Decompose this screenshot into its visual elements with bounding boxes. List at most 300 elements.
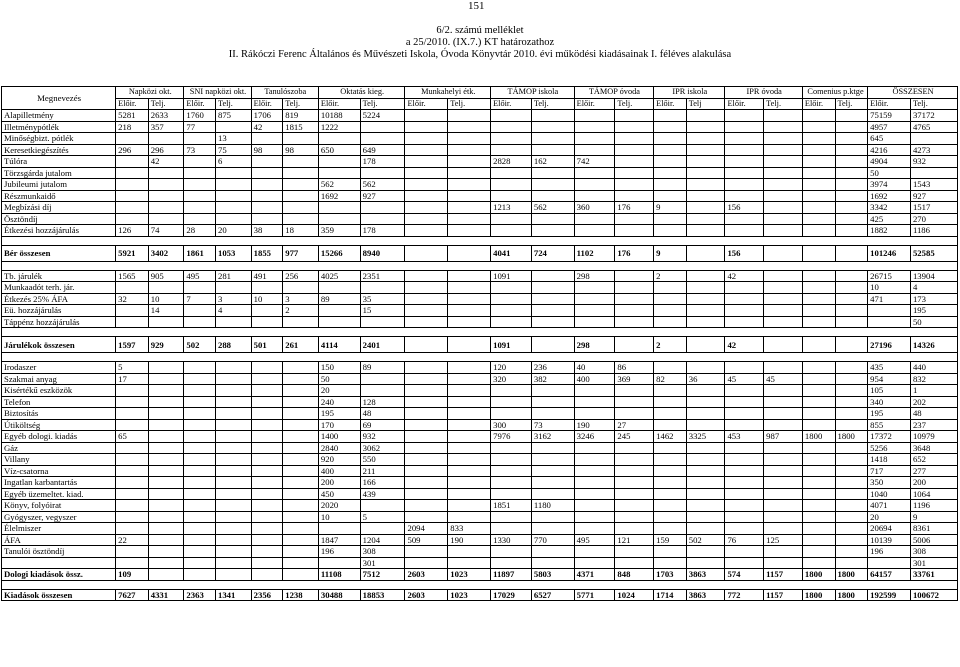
value-cell: 350 <box>868 477 911 489</box>
row-label: Ösztöndíj <box>2 213 116 225</box>
value-cell <box>835 225 868 237</box>
value-cell: 300 <box>491 419 532 431</box>
row-label: Gáz <box>2 442 116 454</box>
value-cell: 2356 <box>251 589 283 601</box>
value-cell <box>764 245 803 261</box>
value-cell <box>184 133 216 145</box>
value-cell <box>405 282 448 294</box>
value-cell <box>251 569 283 581</box>
group-header: ÖSSZESEN <box>868 87 958 99</box>
value-cell <box>654 133 687 145</box>
value-cell <box>448 488 491 500</box>
value-cell <box>405 500 448 512</box>
value-cell <box>802 270 835 282</box>
value-cell <box>491 408 532 420</box>
value-cell: 76 <box>725 534 764 546</box>
value-cell: 13904 <box>910 270 957 282</box>
value-cell <box>148 546 184 558</box>
value-cell: 27 <box>615 419 654 431</box>
value-cell: 4 <box>910 282 957 294</box>
value-cell <box>491 121 532 133</box>
value-cell <box>215 362 251 374</box>
value-cell <box>835 500 868 512</box>
value-cell: 1196 <box>910 500 957 512</box>
value-cell <box>725 133 764 145</box>
value-cell <box>764 282 803 294</box>
value-cell <box>251 419 283 431</box>
value-cell <box>116 511 149 523</box>
value-cell: 4371 <box>574 569 615 581</box>
value-cell <box>531 477 574 489</box>
value-cell <box>215 190 251 202</box>
value-cell <box>318 316 360 328</box>
value-cell: 742 <box>574 156 615 168</box>
value-cell <box>448 167 491 179</box>
group-header: TÁMOP iskola <box>491 87 575 99</box>
value-cell: 649 <box>360 144 405 156</box>
value-cell <box>184 362 216 374</box>
value-cell: 382 <box>531 373 574 385</box>
value-cell <box>764 419 803 431</box>
value-cell <box>574 408 615 420</box>
value-cell <box>405 396 448 408</box>
value-cell: 2828 <box>491 156 532 168</box>
value-cell <box>802 557 835 569</box>
spacer-cell <box>2 328 958 337</box>
value-cell <box>116 385 149 397</box>
value-cell <box>448 179 491 191</box>
value-cell <box>802 144 835 156</box>
value-cell <box>835 293 868 305</box>
value-cell: 2 <box>654 337 687 353</box>
value-cell <box>405 245 448 261</box>
value-cell <box>148 569 184 581</box>
value-cell: 288 <box>215 337 251 353</box>
value-cell <box>148 511 184 523</box>
value-cell: 38 <box>251 225 283 237</box>
value-cell <box>283 557 319 569</box>
value-cell <box>215 465 251 477</box>
value-cell: 562 <box>318 179 360 191</box>
table-row <box>2 190 958 202</box>
value-cell: 218 <box>116 121 149 133</box>
row-label: Megbízási díj <box>2 202 116 214</box>
value-cell <box>405 213 448 225</box>
value-cell <box>283 362 319 374</box>
value-cell: 471 <box>868 293 911 305</box>
value-cell: 4957 <box>868 121 911 133</box>
value-cell: 920 <box>318 454 360 466</box>
value-cell <box>318 557 360 569</box>
value-cell <box>405 190 448 202</box>
value-cell: 195 <box>868 408 911 420</box>
value-cell <box>574 523 615 535</box>
value-cell: 42 <box>251 121 283 133</box>
value-cell <box>686 511 725 523</box>
value-cell <box>654 385 687 397</box>
value-cell <box>215 408 251 420</box>
value-cell <box>574 316 615 328</box>
value-cell <box>686 316 725 328</box>
value-cell <box>184 534 216 546</box>
value-cell <box>574 396 615 408</box>
value-cell: 196 <box>868 546 911 558</box>
value-cell: 1800 <box>802 569 835 581</box>
value-cell <box>283 316 319 328</box>
value-cell: 929 <box>148 337 184 353</box>
value-cell <box>835 179 868 191</box>
value-cell <box>686 156 725 168</box>
value-cell <box>405 546 448 558</box>
value-cell <box>184 419 216 431</box>
value-cell: 3 <box>215 293 251 305</box>
value-cell: 301 <box>910 557 957 569</box>
value-cell <box>491 133 532 145</box>
value-cell <box>531 167 574 179</box>
value-cell: 550 <box>360 454 405 466</box>
table-row <box>2 431 958 443</box>
row-label: Alapilletmény <box>2 110 116 122</box>
value-cell: 10 <box>868 282 911 294</box>
value-cell: 1040 <box>868 488 911 500</box>
value-cell <box>251 305 283 317</box>
value-cell <box>405 442 448 454</box>
value-cell: 37172 <box>910 110 957 122</box>
value-cell <box>448 133 491 145</box>
value-cell <box>835 202 868 214</box>
value-cell <box>531 488 574 500</box>
value-cell: 64157 <box>868 569 911 581</box>
table-row <box>2 396 958 408</box>
value-cell <box>654 557 687 569</box>
value-cell: 77 <box>184 121 216 133</box>
value-cell <box>574 305 615 317</box>
value-cell: 48 <box>910 408 957 420</box>
value-cell: 9 <box>910 511 957 523</box>
value-cell <box>835 110 868 122</box>
value-cell <box>405 202 448 214</box>
value-cell <box>686 121 725 133</box>
value-cell <box>686 245 725 261</box>
value-cell <box>251 316 283 328</box>
value-cell: 7 <box>184 293 216 305</box>
value-cell: 30488 <box>318 589 360 601</box>
value-cell <box>116 419 149 431</box>
value-cell <box>184 373 216 385</box>
value-cell: 2094 <box>405 523 448 535</box>
value-cell: 195 <box>318 408 360 420</box>
value-cell: 308 <box>910 546 957 558</box>
value-cell <box>764 500 803 512</box>
value-cell: 33761 <box>910 569 957 581</box>
value-cell <box>318 282 360 294</box>
value-cell <box>283 442 319 454</box>
value-cell: 1400 <box>318 431 360 443</box>
value-cell <box>835 190 868 202</box>
value-cell <box>491 511 532 523</box>
value-cell <box>615 511 654 523</box>
table-row <box>2 500 958 512</box>
value-cell <box>686 202 725 214</box>
value-cell: 932 <box>910 156 957 168</box>
value-cell <box>764 121 803 133</box>
value-cell: 10 <box>251 293 283 305</box>
value-cell <box>491 282 532 294</box>
value-cell <box>116 465 149 477</box>
value-cell <box>574 110 615 122</box>
value-cell <box>725 523 764 535</box>
value-cell <box>148 396 184 408</box>
value-cell: 1053 <box>215 245 251 261</box>
value-cell <box>215 431 251 443</box>
value-cell: 4071 <box>868 500 911 512</box>
value-cell: 73 <box>531 419 574 431</box>
value-cell: 9 <box>654 245 687 261</box>
table-row <box>2 110 958 122</box>
value-cell <box>283 523 319 535</box>
value-cell <box>615 523 654 535</box>
table-row <box>2 569 958 581</box>
value-cell <box>686 477 725 489</box>
value-cell: 10188 <box>318 110 360 122</box>
sub-header: Előir. <box>868 98 911 110</box>
value-cell <box>764 396 803 408</box>
sub-header-row <box>2 98 958 110</box>
value-cell <box>318 213 360 225</box>
value-cell <box>802 523 835 535</box>
row-label: Kiadások összesen <box>2 589 116 601</box>
value-cell <box>725 213 764 225</box>
value-cell <box>148 465 184 477</box>
value-cell <box>574 454 615 466</box>
sub-header: Előir. <box>116 98 149 110</box>
value-cell <box>615 167 654 179</box>
value-cell <box>654 225 687 237</box>
value-cell: 1 <box>910 385 957 397</box>
group-header: IPR óvoda <box>725 87 802 99</box>
value-cell <box>184 396 216 408</box>
value-cell: 2603 <box>405 589 448 601</box>
table-row <box>2 408 958 420</box>
value-cell <box>910 167 957 179</box>
value-cell <box>574 557 615 569</box>
value-cell <box>491 477 532 489</box>
value-cell <box>116 133 149 145</box>
value-cell <box>835 305 868 317</box>
table-row <box>2 534 958 546</box>
sub-header: Telj. <box>910 98 957 110</box>
value-cell <box>405 156 448 168</box>
value-cell: 652 <box>910 454 957 466</box>
value-cell: 502 <box>686 534 725 546</box>
value-cell <box>531 408 574 420</box>
value-cell <box>654 213 687 225</box>
value-cell <box>148 385 184 397</box>
value-cell: 5256 <box>868 442 911 454</box>
value-cell <box>654 500 687 512</box>
value-cell <box>148 419 184 431</box>
value-cell: 42 <box>725 337 764 353</box>
value-cell <box>764 557 803 569</box>
value-cell <box>615 110 654 122</box>
value-cell <box>448 337 491 353</box>
value-cell <box>686 225 725 237</box>
value-cell <box>184 500 216 512</box>
value-cell <box>448 190 491 202</box>
value-cell <box>283 419 319 431</box>
value-cell <box>802 511 835 523</box>
value-cell <box>802 465 835 477</box>
value-cell <box>835 245 868 261</box>
value-cell <box>574 144 615 156</box>
value-cell: 150 <box>318 362 360 374</box>
value-cell: 156 <box>725 202 764 214</box>
value-cell <box>360 500 405 512</box>
sub-header: Előir. <box>491 98 532 110</box>
value-cell <box>725 454 764 466</box>
value-cell: 6 <box>215 156 251 168</box>
value-cell: 3 <box>283 293 319 305</box>
value-cell <box>654 167 687 179</box>
value-cell <box>654 179 687 191</box>
value-cell <box>802 213 835 225</box>
value-cell <box>215 385 251 397</box>
value-cell: 562 <box>360 179 405 191</box>
value-cell: 36 <box>686 373 725 385</box>
value-cell <box>283 477 319 489</box>
value-cell: 3648 <box>910 442 957 454</box>
value-cell: 74 <box>148 225 184 237</box>
value-cell <box>116 396 149 408</box>
value-cell <box>686 500 725 512</box>
value-cell: 10139 <box>868 534 911 546</box>
table-row <box>2 121 958 133</box>
value-cell <box>615 190 654 202</box>
value-cell <box>835 419 868 431</box>
value-cell: 200 <box>318 477 360 489</box>
value-cell: 18 <box>283 225 319 237</box>
value-cell: 195 <box>910 305 957 317</box>
value-cell <box>835 477 868 489</box>
value-cell <box>283 408 319 420</box>
value-cell: 52585 <box>910 245 957 261</box>
row-label: Törzsgárda jutalom <box>2 167 116 179</box>
value-cell <box>283 213 319 225</box>
value-cell <box>215 373 251 385</box>
value-cell <box>802 546 835 558</box>
value-cell: 772 <box>725 589 764 601</box>
row-label: Étkezési hozzájárulás <box>2 225 116 237</box>
value-cell <box>686 144 725 156</box>
table-row <box>2 144 958 156</box>
value-cell <box>405 337 448 353</box>
value-cell <box>725 385 764 397</box>
value-cell <box>491 144 532 156</box>
value-cell <box>725 442 764 454</box>
table-row <box>2 546 958 558</box>
value-cell: 270 <box>910 213 957 225</box>
table-row <box>2 477 958 489</box>
value-cell <box>491 179 532 191</box>
row-label: Táppénz hozzájárulás <box>2 316 116 328</box>
value-cell <box>574 385 615 397</box>
group-header: Munkahelyi étk. <box>405 87 491 99</box>
value-cell: 4 <box>215 305 251 317</box>
value-cell <box>531 190 574 202</box>
value-cell <box>615 488 654 500</box>
value-cell <box>448 546 491 558</box>
value-cell: 298 <box>574 270 615 282</box>
value-cell <box>405 454 448 466</box>
value-cell: 3342 <box>868 202 911 214</box>
value-cell <box>360 385 405 397</box>
value-cell <box>654 477 687 489</box>
value-cell <box>448 202 491 214</box>
value-cell <box>215 454 251 466</box>
value-cell <box>148 454 184 466</box>
value-cell <box>802 167 835 179</box>
value-cell: 340 <box>868 396 911 408</box>
value-cell <box>868 305 911 317</box>
value-cell <box>148 557 184 569</box>
value-cell: 1186 <box>910 225 957 237</box>
value-cell <box>531 511 574 523</box>
value-cell <box>491 385 532 397</box>
table-row <box>2 270 958 282</box>
value-cell: 3863 <box>686 589 725 601</box>
value-cell <box>116 156 149 168</box>
value-cell <box>283 431 319 443</box>
value-cell: 453 <box>725 431 764 443</box>
value-cell <box>215 419 251 431</box>
value-cell <box>215 282 251 294</box>
value-cell <box>318 202 360 214</box>
value-cell: 101246 <box>868 245 911 261</box>
row-label: Gyógyszer, vegyszer <box>2 511 116 523</box>
value-cell <box>725 282 764 294</box>
value-cell: 1091 <box>491 337 532 353</box>
value-cell <box>405 293 448 305</box>
sub-header: Telj. <box>283 98 319 110</box>
value-cell <box>725 179 764 191</box>
value-cell <box>531 282 574 294</box>
value-cell <box>184 202 216 214</box>
value-cell <box>615 477 654 489</box>
sub-header: Előir. <box>405 98 448 110</box>
value-cell: 2401 <box>360 337 405 353</box>
sub-header: Telj. <box>764 98 803 110</box>
spacer-cell <box>2 236 958 245</box>
value-cell <box>615 179 654 191</box>
value-cell: 1703 <box>654 569 687 581</box>
value-cell <box>283 500 319 512</box>
value-cell: 50 <box>318 373 360 385</box>
value-cell <box>574 500 615 512</box>
value-cell <box>448 557 491 569</box>
value-cell: 400 <box>318 465 360 477</box>
group-header: TÁMOP óvoda <box>574 87 653 99</box>
value-cell: 7976 <box>491 431 532 443</box>
value-cell <box>448 500 491 512</box>
row-label: Részmunkaidő <box>2 190 116 202</box>
value-cell <box>448 431 491 443</box>
value-cell: 1851 <box>491 500 532 512</box>
table-row <box>2 557 958 569</box>
value-cell <box>835 121 868 133</box>
value-cell <box>654 396 687 408</box>
value-cell <box>448 511 491 523</box>
value-cell <box>531 270 574 282</box>
